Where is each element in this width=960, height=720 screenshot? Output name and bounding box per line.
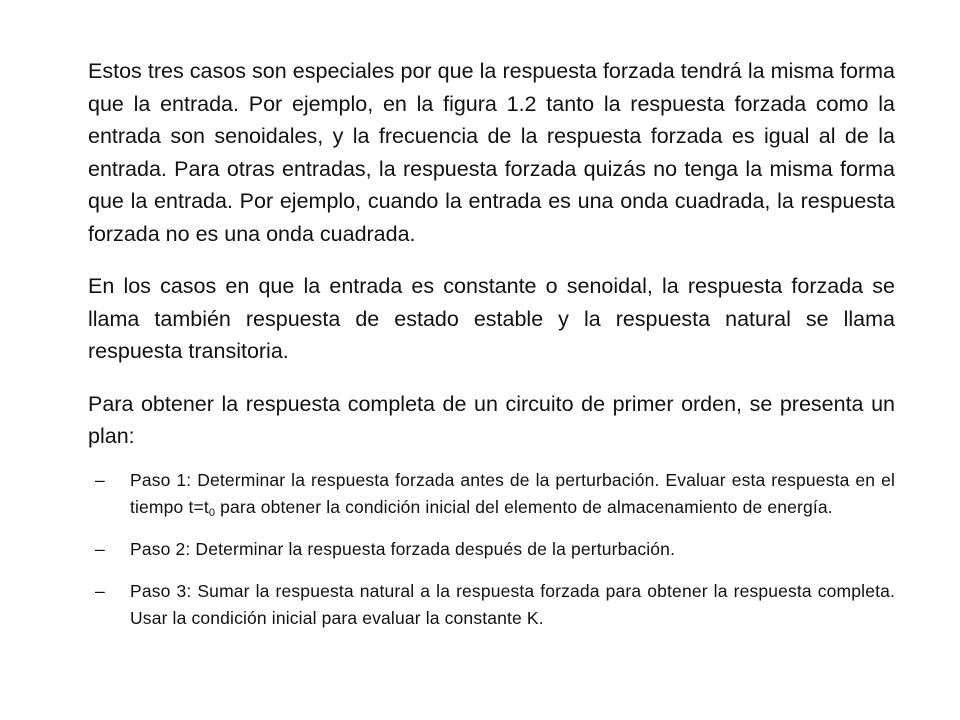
steps-list	[88, 467, 895, 632]
step-1-text-before: Paso 1: Determinar la respuesta forzada antes de la perturbación. Evaluar esta respuesta en el tiempo t=t	[130, 469, 895, 517]
step-3	[88, 578, 895, 632]
step-2-text: Paso 2: Determinar la respuesta forzada después de la perturbación.	[130, 538, 676, 559]
step-3-text: Paso 3: Sumar la respuesta natural a la respuesta forzada para obtener la respuesta completa. Usar la condición inicial para evaluar la constante K.	[130, 580, 895, 628]
bullet-dash: –	[95, 580, 105, 601]
paragraph-steady-state: En los casos en que la entrada es constante o senoidal, la respuesta forzada se llama también respuesta de estado estable y la respuesta natural se llama respuesta transitoria.	[88, 274, 895, 363]
paragraph-forced-response-shape: Estos tres casos son especiales por que la respuesta forzada tendrá la misma forma que la entrada. Por ejemplo, en la figura 1.2 tanto la respuesta forzada como la entrada son senoidales, y la frecuencia de la respuesta forzada es igual al de la entrada. Para otras entradas, la respuesta forzada quizás no tenga la misma forma que la entrada. Por ejemplo, cuando la entrada es una onda cuadrada, la respuesta forzada no es una onda cuadrada.	[88, 59, 895, 246]
step-2	[88, 536, 895, 563]
step-1-subscript: 0	[208, 506, 216, 519]
slide-body	[88, 55, 895, 647]
step-1	[88, 467, 895, 521]
bullet-dash: –	[95, 469, 105, 490]
paragraph-plan-intro: Para obtener la respuesta completa de un circuito de primer orden, se presenta un plan:	[88, 391, 895, 448]
step-1-text-after: para obtener la condición inicial del elemento de almacenamiento de energía.	[215, 496, 833, 517]
bullet-dash: –	[95, 538, 105, 559]
